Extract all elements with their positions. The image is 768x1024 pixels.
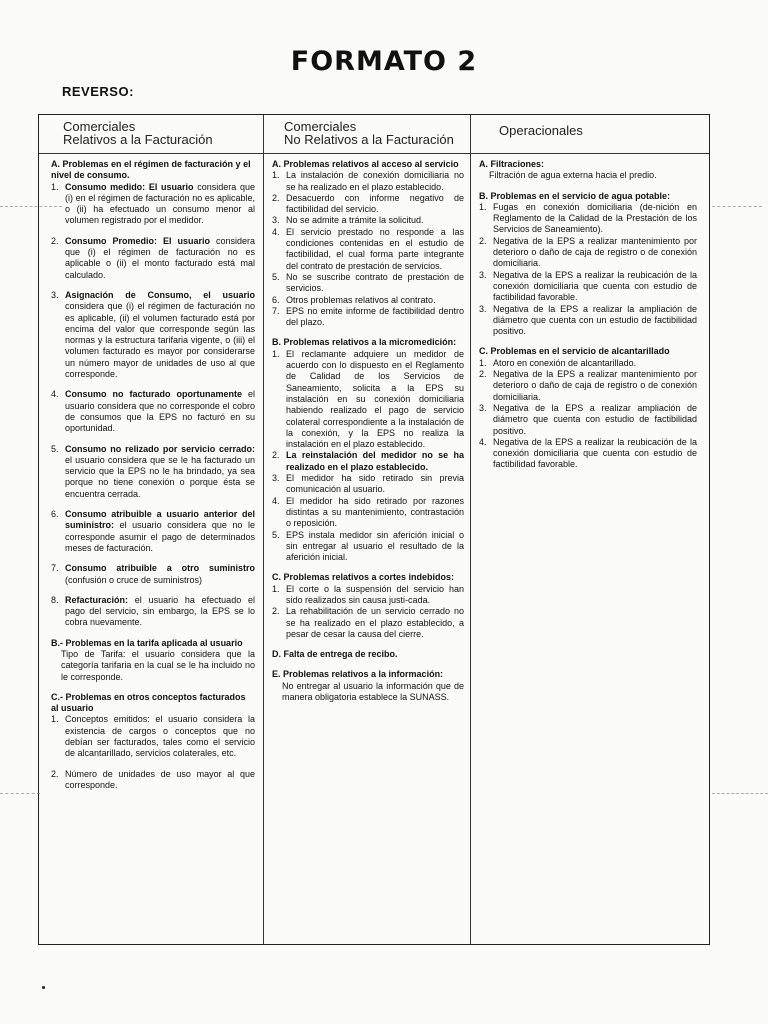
list-item (272, 215, 464, 226)
item-text (493, 202, 697, 236)
item-text (286, 170, 464, 193)
list-item (479, 403, 697, 437)
item-text (286, 584, 464, 607)
column-header-3: Operacionales (499, 123, 583, 138)
list-item (51, 290, 255, 380)
item-number: 4. (272, 226, 280, 237)
list-item (272, 193, 464, 216)
item-number: 1. (51, 181, 59, 192)
item-number: 2. (51, 768, 59, 779)
item-number: 4. (479, 436, 487, 447)
column-divider (263, 115, 264, 944)
item-text (493, 236, 697, 270)
item-text (65, 444, 255, 500)
item-text (286, 496, 464, 530)
list-item (51, 182, 255, 227)
item-text (65, 182, 255, 227)
section-title: C.- Problemas en otros conceptos facturados al usuario (51, 691, 246, 714)
item-description: El medidor ha sido retirado por razones distintas a su mantenimiento, contrastación o reposición. (286, 495, 464, 529)
list-item (272, 496, 464, 530)
list-item (479, 437, 697, 471)
item-description: La instalación de conexión domiciliaria no se ha realizado en el plazo establecido. (286, 170, 464, 192)
item-number: 1. (272, 348, 280, 359)
item-text (65, 290, 255, 380)
section-title: B.- Problemas en la tarifa aplicada al usuario (51, 637, 243, 648)
item-text (286, 473, 464, 496)
item-description: Negativa de la EPS a realizar la reubicación de la conexión domiciliaria que cuenta con estudio de factibilidad favorable. (493, 269, 697, 303)
item-description: El servicio prestado no responde a las condiciones contenidas en el estudio de factibilidad, el cual forma parte integrante del contrato de prestación de servicios. (286, 226, 464, 271)
item-label: Consumo no facturado oportunamente (65, 389, 242, 400)
item-text (286, 193, 464, 216)
list-item (479, 304, 697, 338)
item-description: Negativa de la EPS a realizar ampliación de diámetro que cuenta con estudio de factibilidad positivo. (493, 402, 697, 436)
section-title: A. Problemas en el régimen de facturación y el nivel de consumo. (51, 159, 251, 181)
column-header-2: Comerciales No Relativos a la Facturación (284, 119, 454, 147)
item-number: 3. (272, 215, 280, 226)
column-divider (470, 115, 471, 944)
complaints-table (38, 114, 710, 945)
section (51, 692, 255, 791)
item-label: La reinstalación del medidor no se ha realizado en el plazo establecido. (286, 450, 464, 472)
item-text (65, 509, 255, 554)
list-item (51, 236, 255, 281)
item-description: el usuario considera que no corresponde el cobro de consumos que la EPS no facturó en su oportunidad. (65, 389, 255, 434)
section-body: Filtración de agua externa hacia el predio. (489, 170, 657, 181)
section (272, 159, 464, 328)
item-number: 3. (479, 269, 487, 280)
scan-mark (0, 206, 62, 207)
item-label: Consumo medido: El usuario (65, 181, 194, 192)
list-item (272, 349, 464, 451)
item-text (493, 437, 697, 471)
item-text (65, 769, 255, 792)
item-description: Negativa de la EPS a realizar la reubicación de la conexión domiciliaria que cuenta con estudio de factibilidad favorable. (493, 436, 697, 470)
item-number: 6. (272, 294, 280, 305)
item-number: 6. (51, 509, 59, 520)
page-title: FORMATO 2 (290, 46, 478, 77)
section (51, 638, 255, 683)
item-description: considera que (i) el régimen de facturación no es aplicable, (ii) el volumen facturado está por encima del valor que corresponde según las normas y la estructura tarifaria vigente, o (iii) el volumen facturado es mayor por considerarse un número mayor de unidades de uso al que corresponde. (65, 301, 255, 380)
item-number: 1. (479, 201, 487, 212)
item-label: Asignación de Consumo, el usuario (65, 289, 255, 300)
item-label: Consumo atribuible a usuario anterior del suministro: (65, 509, 255, 531)
item-number: 5. (51, 443, 59, 454)
list-item (51, 714, 255, 759)
item-description: Negativa de la EPS a realizar la ampliación de diámetro que cuenta con un estudio de factibilidad positivo. (493, 303, 697, 337)
list-item (479, 236, 697, 270)
item-label: Refacturación: (65, 594, 129, 605)
section (272, 337, 464, 563)
item-number: 7. (51, 563, 59, 574)
list-item (51, 563, 255, 586)
item-number: 2. (51, 235, 59, 246)
item-number: 3. (51, 289, 59, 300)
list-item (479, 369, 697, 403)
item-description: Desacuerdo con informe negativo de factibilidad del servicio. (286, 192, 464, 215)
item-description: Otros problemas relativos al contrato. (286, 294, 436, 305)
item-text (286, 272, 464, 295)
list-item (272, 227, 464, 272)
item-text (286, 227, 464, 272)
item-text (286, 349, 464, 451)
item-number: 2. (272, 606, 280, 617)
item-number: 2. (272, 192, 280, 203)
item-number: 1. (51, 714, 59, 725)
page-subtitle: REVERSO: (62, 84, 134, 99)
item-text (65, 236, 255, 281)
item-text (493, 358, 697, 369)
item-text (65, 595, 255, 629)
list-item (51, 389, 255, 434)
column-operational (479, 159, 697, 480)
item-description: EPS no emite informe de factibilidad dentro del plazo. (286, 305, 464, 328)
item-text (286, 215, 464, 226)
header-divider (39, 153, 709, 154)
item-number: 8. (51, 594, 59, 605)
item-text (286, 530, 464, 564)
item-text (493, 304, 697, 338)
item-number: 3. (479, 402, 487, 413)
scan-mark (712, 793, 768, 794)
list-item (479, 202, 697, 236)
item-description: considera que (i) en el régimen de facturación no es aplicable, o (ii) ha efectuado un consumo menor al volumen registrado por el medidor. (65, 181, 255, 226)
section-title: A. Filtraciones: (479, 159, 545, 169)
item-number: 2. (479, 369, 487, 380)
item-label: Consumo no relizado por servicio cerrado: (65, 443, 255, 454)
list-item (479, 270, 697, 304)
item-text (493, 270, 697, 304)
list-item (272, 606, 464, 640)
section (479, 191, 697, 338)
item-number: 1. (272, 583, 280, 594)
item-text (286, 306, 464, 329)
list-item (51, 769, 255, 792)
item-number: 1. (272, 170, 280, 181)
list-item (51, 444, 255, 500)
list-item (479, 358, 697, 369)
item-description: el usuario considera que se le ha facturado un servicio que la EPS no le ha brindado, ya sea porque no tiene conexión o porque ésta se encuentra cerrada. (65, 454, 255, 499)
item-number: 4. (272, 495, 280, 506)
item-text (493, 369, 697, 403)
item-number: 4. (51, 389, 59, 400)
scan-mark (0, 793, 40, 794)
list-item (272, 170, 464, 193)
item-description: El corte o la suspensión del servicio han sido realizados sin causa justi-cada. (286, 583, 464, 605)
item-text (286, 606, 464, 640)
section-title: B. Problemas en el servicio de agua potable: (479, 190, 671, 201)
list-item (51, 595, 255, 629)
section-title: E. Problemas relativos a la información: (272, 669, 444, 680)
section (51, 159, 255, 629)
item-description: No se admite a trámite la solicitud. (286, 215, 424, 226)
item-text (65, 714, 255, 759)
item-description: considera que (i) el régimen de facturación no es aplicable o (ii) el monto facturado está mal calculado. (65, 235, 255, 280)
item-description: No se suscribe contrato de prestación de servicios. (286, 271, 464, 294)
item-description: Negativa de la EPS a realizar mantenimiento por deterioro o daño de caja de registro o de conexión domiciliaria. (493, 235, 697, 269)
item-number: 1. (479, 357, 487, 368)
section (479, 346, 697, 470)
section (272, 649, 464, 660)
list-item (272, 450, 464, 473)
item-number: 7. (272, 305, 280, 316)
item-text (65, 563, 255, 586)
item-description: el usuario considera que no le corresponde asumir el pago de determinados meses de facturación. (65, 520, 255, 553)
section-title: D. Falta de entrega de recibo. (272, 649, 398, 660)
list-item (51, 509, 255, 554)
item-text (65, 389, 255, 434)
list-item (272, 272, 464, 295)
section-body: No entregar al usuario la información que de manera obligatoria establece la SUNASS. (282, 680, 464, 703)
section-body: Tipo de Tarifa: el usuario considera que la categoría tarifaria en la cual se le ha incluido no le corresponde. (61, 648, 255, 682)
item-description: La rehabilitación de un servicio cerrado no se ha realizado en el plazo establecido, a pesar de cesar la causa del cierre. (286, 606, 464, 639)
list-item (272, 530, 464, 564)
item-description: (confusión o cruce de suministros) (65, 574, 203, 585)
item-number: 2. (272, 450, 280, 461)
item-number: 5. (272, 529, 280, 540)
item-number: 3. (479, 303, 487, 314)
item-number: 3. (272, 473, 280, 484)
item-description: Fugas en conexión domiciliaria (de-nición en Reglamento de la Calidad de la Prestación de los Servicios de Saneamiento). (493, 201, 697, 235)
scan-mark (712, 206, 762, 207)
item-text (286, 450, 464, 473)
section-title: C. Problemas en el servicio de alcantarillado (479, 346, 670, 357)
section (272, 669, 464, 703)
item-number: 5. (272, 271, 280, 282)
list-item (272, 295, 464, 306)
column-commercial-billing (51, 159, 255, 800)
section (479, 159, 697, 182)
section-title: C. Problemas relativos a cortes indebidos: (272, 572, 455, 583)
item-description: Número de unidades de uso mayor al que corresponde. (65, 768, 255, 790)
section-title: A. Problemas relativos al acceso al servicio (272, 159, 459, 169)
item-description: EPS instala medidor sin aferición inicial o sin entregar al usuario el resultado de la aferición inicial. (286, 529, 464, 563)
item-description: El reclamante adquiere un medidor de acuerdo con lo dispuesto en el Reglamento de Calidad de los Servicios de Saneamiento, solicita a la EPS su instalación en su conexión domiciliaria habiendo realizado el pago de servicio colateral correspondiente a la instalación de la conexión, y la EPS no realiza la instalación en el plazo establecido. (286, 348, 464, 450)
item-text (493, 403, 697, 437)
item-description: Atoro en conexión de alcantarillado. (493, 357, 637, 368)
list-item (272, 473, 464, 496)
item-description: el usuario ha efectuado el pago del servicio, sin embargo, la EPS se lo cobra nuevamente. (65, 594, 255, 628)
item-label: Consumo Promedio: El usuario (65, 235, 210, 246)
column-header-1: Comerciales Relativos a la Facturación (63, 119, 213, 147)
item-label: Consumo atribuible a otro suministro (65, 563, 255, 574)
item-description: Conceptos emitidos: el usuario considera la existencia de cargos o conceptos que no debían ser facturados, tales como el servicio de alcantarillado, servicios colaterales, etc. (65, 714, 255, 759)
section (272, 572, 464, 640)
item-description: El medidor ha sido retirado sin previa comunicación al usuario. (286, 473, 464, 495)
section-title: B. Problemas relativos a la micromedición: (272, 337, 457, 348)
item-number: 2. (479, 235, 487, 246)
item-description: Negativa de la EPS a realizar mantenimiento por deterioro o daño de caja de registro o de conexión domiciliaria. (493, 369, 697, 402)
item-text (286, 295, 464, 306)
column-commercial-non-billing (272, 159, 464, 712)
list-item (272, 306, 464, 329)
scan-speck (42, 986, 45, 989)
list-item (272, 584, 464, 607)
